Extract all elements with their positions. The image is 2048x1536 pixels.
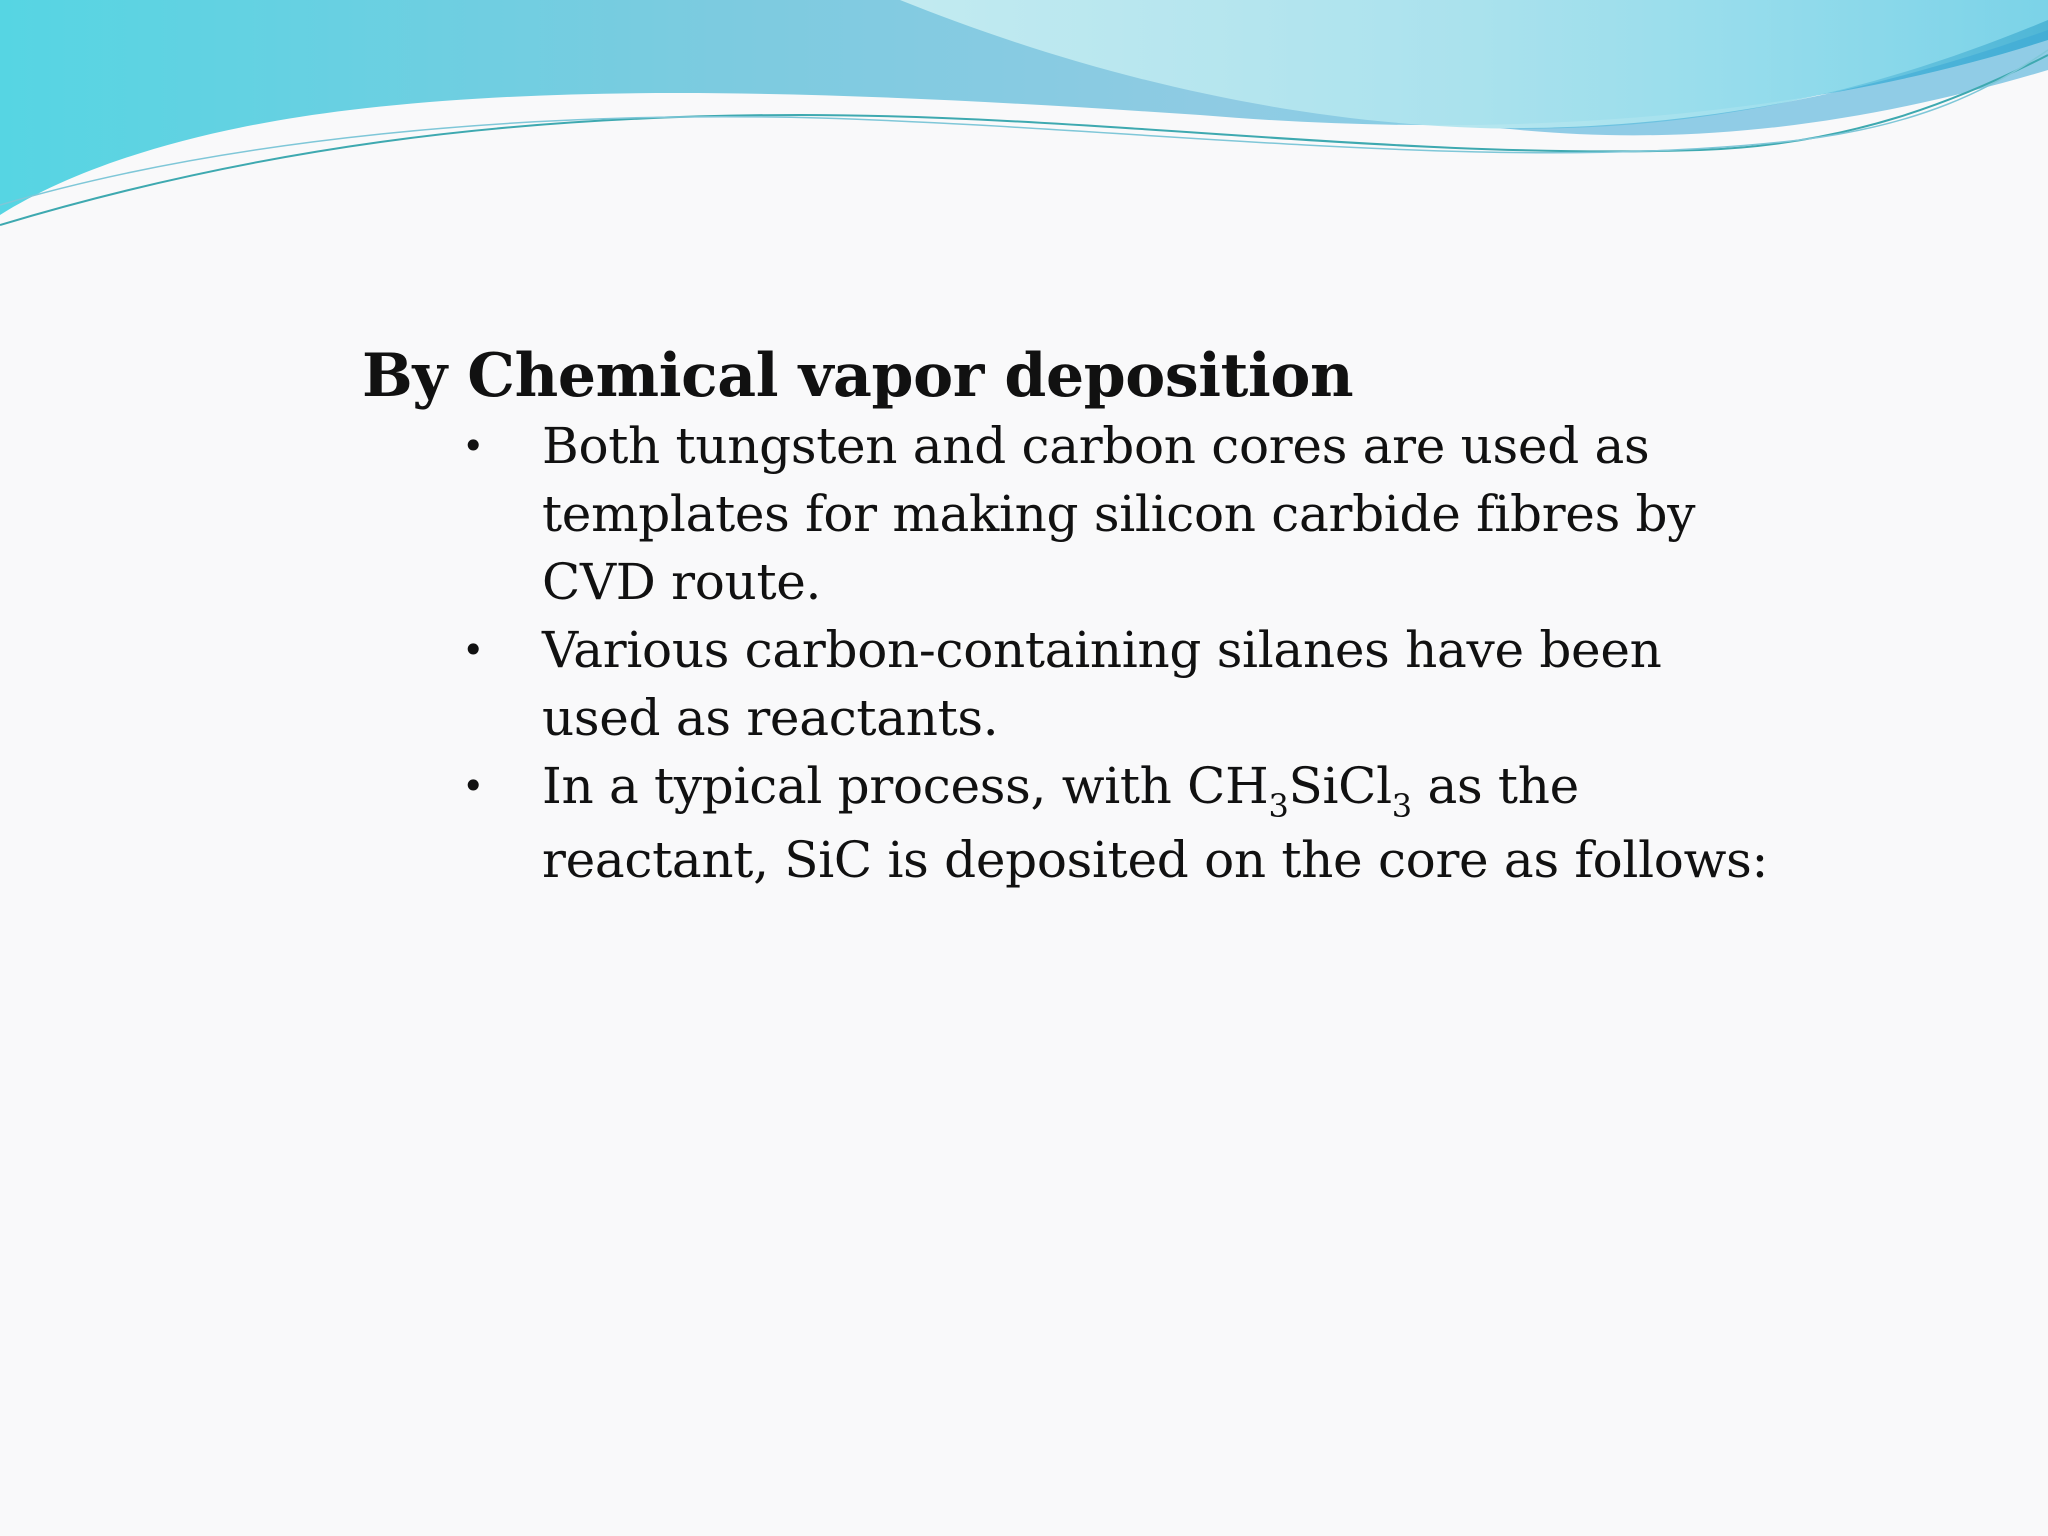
bullet-text-line: templates for making silicon carbide fibres by xyxy=(542,485,1696,543)
bullet-text-line: Various carbon-containing silanes have been xyxy=(542,621,1662,679)
bullet-list xyxy=(362,412,1822,894)
bullet-text-line: reactant, SiC is deposited on the core as follows: xyxy=(542,831,1768,889)
bullet-item xyxy=(362,752,1822,894)
subscript: 3 xyxy=(1268,787,1289,825)
bullet-text-line: Both tungsten and carbon cores are used as xyxy=(542,417,1650,475)
formula-text: SiCl xyxy=(1288,757,1392,815)
subscript: 3 xyxy=(1391,787,1412,825)
bullet-text-line: used as reactants. xyxy=(542,689,999,747)
bullet-marker: • xyxy=(462,764,485,808)
bullet-marker: • xyxy=(462,628,485,672)
bullet-text-line-formula xyxy=(542,752,1822,826)
bullet-marker: • xyxy=(462,424,485,468)
bullet-item xyxy=(362,412,1822,616)
formula-text: as the xyxy=(1411,757,1579,815)
bullet-item xyxy=(362,616,1822,752)
header-wave-decoration xyxy=(0,0,2048,240)
bullet-text-line: CVD route. xyxy=(542,553,822,611)
slide-title: By Chemical vapor deposition xyxy=(362,341,1354,411)
slide-content xyxy=(362,340,1822,894)
formula-text: In a typical process, with CH xyxy=(542,757,1269,815)
